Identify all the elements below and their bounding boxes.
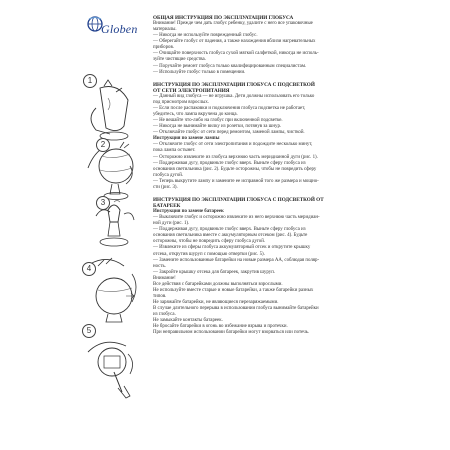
globen-logo	[86, 12, 156, 44]
section2-title-line2: ОТ СЕТИ ЭЛЕКТРОПИТАНИЯ	[153, 87, 230, 94]
text-line: — Замените использованные батарейки на новые размера АА, соблюдая поляр-	[153, 257, 320, 263]
text-line: — Поручайте ремонт глобуса только квалифицированным специалистам.	[153, 63, 307, 69]
text-line: — Не вешайте что-либо на глобус при включенной подсветке.	[153, 118, 283, 124]
text-line: В случае длительного перерыва в использовании глобуса вынимайте батарейки	[153, 305, 319, 311]
text-line: основания светильника (рис. 2). Будьте осторожны, чтобы не повредить сферу	[153, 166, 317, 172]
text-line: — Отключите глобус от сети электропитания и подождите несколько минут,	[153, 142, 313, 148]
step-number-3: 3	[96, 196, 110, 210]
step-number-5: 5	[82, 324, 96, 338]
step-number-2: 2	[96, 138, 110, 152]
section3-subtitle: Инструкция по замене батареек	[153, 209, 224, 215]
section2-subtitle: Инструкция по замене лампы	[153, 136, 220, 142]
text-line: — Данный вид глобуса — не игрушка. Дети должны использовать его только	[153, 94, 315, 100]
text-line: типов.	[153, 293, 167, 299]
text-line: — Отключайте глобус от сети перед ремонтом, заменой лампы, чисткой.	[153, 130, 305, 136]
text-line: зуйте чистящие средства.	[153, 57, 206, 63]
text-line: — Никогда не вынимайте вилку из розетки, потянув за шнур.	[153, 124, 282, 130]
text-line: Не бросайте батарейки в огонь во избежание взрыва и протечки.	[153, 324, 288, 330]
text-line: — Закройте крышку отсека для батареек, закрутив шуруп.	[153, 269, 276, 275]
warning-label: Внимание!	[153, 275, 176, 281]
text-line: Не используйте вместе старые и новые батарейки, а также батарейки разных	[153, 287, 314, 293]
instruction-text	[153, 15, 375, 336]
text-line: — Оберегайте глобус от падения, а также нахождения вблизи нагревательных	[153, 39, 316, 45]
text-line: отсека, открутив шуруп с помощью отвертки (рис. 5).	[153, 251, 265, 257]
text-line: убедитесь, что лампа вкручена до конца.	[153, 112, 238, 118]
text-line: Не заряжайте батарейки, не являющиеся перезаряжаемыми.	[153, 299, 279, 305]
text-line: — Никогда не используйте поврежденный глобус.	[153, 33, 258, 39]
text-line: — Выключите глобус и осторожно извлеките из него верхнюю часть меридиан-	[153, 215, 320, 221]
text-line: приборов.	[153, 45, 175, 51]
section3-title-line2: БАТАРЕЕК	[153, 202, 181, 209]
section2-body	[153, 94, 375, 191]
text-line: глобуса дугой.	[153, 172, 184, 178]
section1-title: ОБЩАЯ ИНСТРУКЦИЯ ПО ЭКСПЛУАТАЦИИ ГЛОБУСА	[153, 15, 294, 21]
illustration-column	[78, 48, 148, 448]
text-line: основания светильника вместе с аккумуляторным отсеком (рис. 4). Будьте	[153, 233, 308, 239]
text-line: — Теперь выкрутите лампу и замените ее исправной того же размера и мощно-	[153, 178, 319, 184]
section3-title-line1: ИНСТРУКЦИЯ ПО ЭКСПЛУАТАЦИИ ГЛОБУСА С ПОДСВЕТКОЙ ОТ	[153, 196, 324, 203]
text-line: — Если после распаковки и подключения глобуса подсветка не работает,	[153, 106, 306, 112]
text-line: сти (рис. 3).	[153, 184, 178, 190]
text-line: осторожны, чтобы не повредить сферу глобуса дугой.	[153, 239, 266, 245]
text-line: ной дуги (рис. 1).	[153, 221, 190, 227]
section1-body	[153, 21, 375, 75]
step-number-4: 4	[82, 262, 96, 276]
text-line: — Осторожно извлеките из глобуса верхнюю часть меридианной дуги (рис. 1).	[153, 154, 318, 160]
section3-body	[153, 209, 375, 336]
text-line: При неправильном использовании батарейки могут взорваться или потечь.	[153, 330, 310, 336]
text-line: — Очищайте поверхность глобуса сухой мягкой салфеткой, никогда не исполь-	[153, 51, 319, 57]
figure-5-illustration	[78, 326, 148, 406]
text-line: пока лампа остынет.	[153, 148, 196, 154]
text-line: — Используйте глобус только в помещении.	[153, 69, 246, 75]
text-line: Внимание! Прежде чем дать глобус ребенку, удалите с него все упаковочные	[153, 21, 313, 27]
text-line: ность.	[153, 263, 166, 269]
figure-1-illustration	[78, 78, 148, 148]
text-line: Все действия с батарейками должны выполняться взрослыми.	[153, 281, 283, 287]
text-line: из глобуса.	[153, 311, 176, 317]
text-line: материалы.	[153, 27, 177, 33]
text-line: — Поддерживая дугу, продвиньте глобус вверх. Выньте сферу глобуса из	[153, 160, 306, 166]
text-line: — Поддерживая дугу, продвиньте глобус вверх. Выньте сферу глобуса из	[153, 227, 306, 233]
section2-title-line1: ИНСТРУКЦИЯ ПО ЭКСПЛУАТАЦИИ ГЛОБУСА С ПОДСВЕТКОЙ	[153, 81, 315, 88]
text-line: под присмотром взрослых.	[153, 100, 210, 106]
logo-text: Globen	[101, 22, 138, 36]
text-line: Не замыкайте контакты батареек.	[153, 318, 223, 324]
text-line: — Извлеките из сферы глобуса аккумуляторный отсек и открутите крышку	[153, 245, 311, 251]
step-number-1: 1	[83, 74, 97, 88]
